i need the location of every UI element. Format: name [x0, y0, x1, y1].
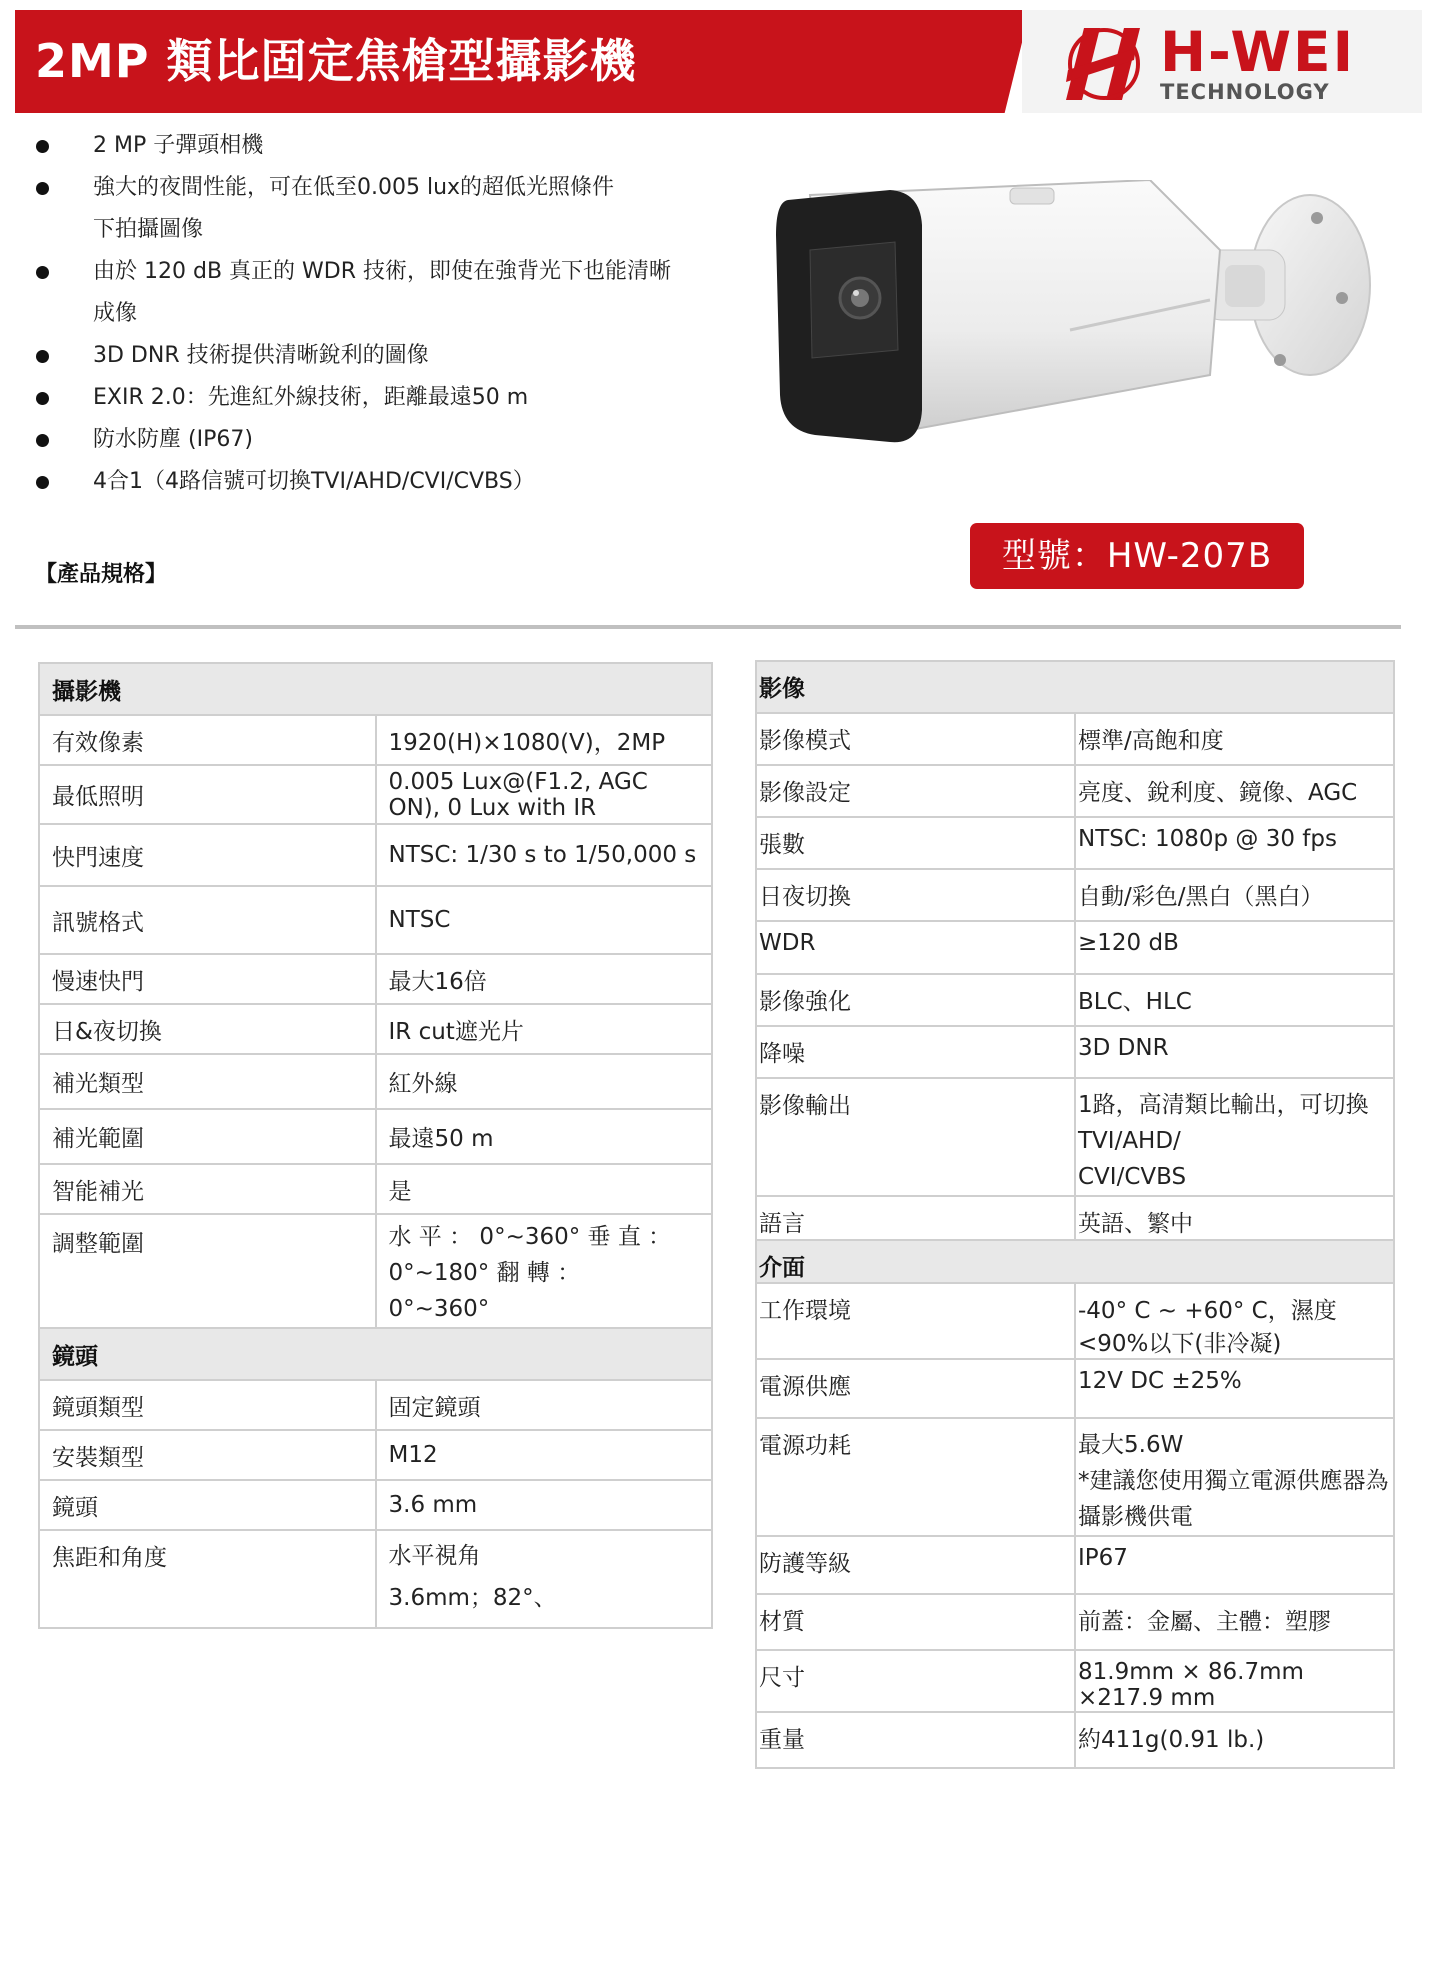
- table-row: 材質 前蓋：金屬、主體：塑膠: [756, 1594, 1394, 1650]
- section-label-lens: 鏡頭: [39, 1328, 712, 1380]
- section-label-camera: 攝影機: [39, 663, 712, 715]
- table-row: 補光範圍 最遠50 m: [39, 1109, 712, 1164]
- feature-list: [28, 125, 748, 503]
- table-row: 鏡頭類型 固定鏡頭: [39, 1380, 712, 1430]
- table-row: 電源供應 12V DC ±25%: [756, 1359, 1394, 1418]
- table-row: 影像設定 亮度、銳利度、鏡像、AGC: [756, 765, 1394, 817]
- brand-subtitle: TECHNOLOGY: [1160, 80, 1330, 104]
- table-row: 降噪 3D DNR: [756, 1026, 1394, 1078]
- table-row: 電源功耗 最大5.6W *建議您使用獨立電源供應器為攝影機供電: [756, 1418, 1394, 1536]
- table-row: 工作環境 -40° C ~ +60° C，濕度<90%以下(非冷凝): [756, 1283, 1394, 1359]
- feature-item: EXIR 2.0：先進紅外線技術，距離最遠50 m: [28, 377, 748, 419]
- feature-item-continued: 下拍攝圖像: [93, 217, 204, 242]
- table-row: 重量 約411g(0.91 lb.): [756, 1712, 1394, 1768]
- table-row: 快門速度 NTSC: 1/30 s to 1/50,000 s: [39, 824, 712, 886]
- bullet-icon: [36, 182, 49, 195]
- table-section-row: [39, 1328, 712, 1380]
- page-title: 2MP 類比固定焦槍型攝影機: [35, 34, 637, 88]
- camera-lens-spec-table: [38, 662, 713, 1629]
- table-row: 影像模式 標準/高飽和度: [756, 713, 1394, 765]
- feature-item: 由於 120 dB 真正的 WDR 技術，即使在強背光下也能清晰: [28, 251, 748, 293]
- image-interface-spec-table: [755, 660, 1395, 1769]
- table-row: WDR ≥120 dB: [756, 921, 1394, 974]
- bullet-icon: [36, 392, 49, 405]
- feature-item: 3D DNR 技術提供清晰銳利的圖像: [28, 335, 748, 377]
- table-section-row: [756, 661, 1394, 713]
- bullet-icon: [36, 476, 49, 489]
- table-row: 有效像素 1920(H)×1080(V)，2MP: [39, 715, 712, 765]
- section-label-image: 影像: [756, 661, 1394, 713]
- table-row: 安裝類型 M12: [39, 1430, 712, 1480]
- bullet-icon: [36, 434, 49, 447]
- feature-item: 防水防塵 (IP67): [28, 419, 748, 461]
- feature-item: 2 MP 子彈頭相機: [28, 125, 748, 167]
- table-row: 日&夜切換 IR cut遮光片: [39, 1004, 712, 1054]
- table-row: 防護等級 IP67: [756, 1536, 1394, 1594]
- table-row: 鏡頭 3.6 mm: [39, 1480, 712, 1530]
- table-row: 慢速快門 最大16倍: [39, 954, 712, 1004]
- table-row: 調整範圍 水 平 ： 0°~360° 垂 直 ： 0°~180° 翻 轉 ： 0°~360°: [39, 1214, 712, 1328]
- bullet-icon: [36, 350, 49, 363]
- table-section-row: [756, 1240, 1394, 1283]
- table-row: 影像輸出 1路，高清類比輸出，可切換TVI/AHD/ CVI/CVBS: [756, 1078, 1394, 1196]
- h-wei-logo-icon: [1058, 22, 1150, 102]
- table-row: 焦距和角度 水平視角 3.6mm；82°、: [39, 1530, 712, 1628]
- table-row: 最低照明 0.005 Lux@(F1.2, AGC ON), 0 Lux with IR: [39, 765, 712, 824]
- table-row: 日夜切換 自動/彩色/黑白（黑白）: [756, 869, 1394, 921]
- section-divider: [15, 625, 1401, 629]
- table-row: 尺寸 81.9mm × 86.7mm ×217.9 mm: [756, 1650, 1394, 1712]
- table-row: 補光類型 紅外線: [39, 1054, 712, 1109]
- feature-item-continued: 成像: [93, 301, 138, 326]
- table-row: 語言 英語、繁中: [756, 1196, 1394, 1240]
- feature-item: 4合1（4路信號可切換TVI/AHD/CVI/CVBS）: [28, 461, 748, 503]
- brand-name: H-WEI: [1160, 20, 1356, 84]
- bullet-icon: [36, 140, 49, 153]
- feature-item: 強大的夜間性能，可在低至0.005 lux的超低光照條件: [28, 167, 748, 209]
- spec-heading: 【產品規格】: [35, 562, 168, 587]
- section-label-interface: 介面: [756, 1240, 1394, 1283]
- camera-product-image: [770, 180, 1390, 480]
- table-row: 影像強化 BLC、HLC: [756, 974, 1394, 1026]
- bullet-icon: [36, 266, 49, 279]
- table-row: 張數 NTSC: 1080p @ 30 fps: [756, 817, 1394, 869]
- table-row: 智能補光 是: [39, 1164, 712, 1214]
- model-badge: 型號：HW-207B: [970, 523, 1304, 589]
- table-section-row: [39, 663, 712, 715]
- table-row: 訊號格式 NTSC: [39, 886, 712, 954]
